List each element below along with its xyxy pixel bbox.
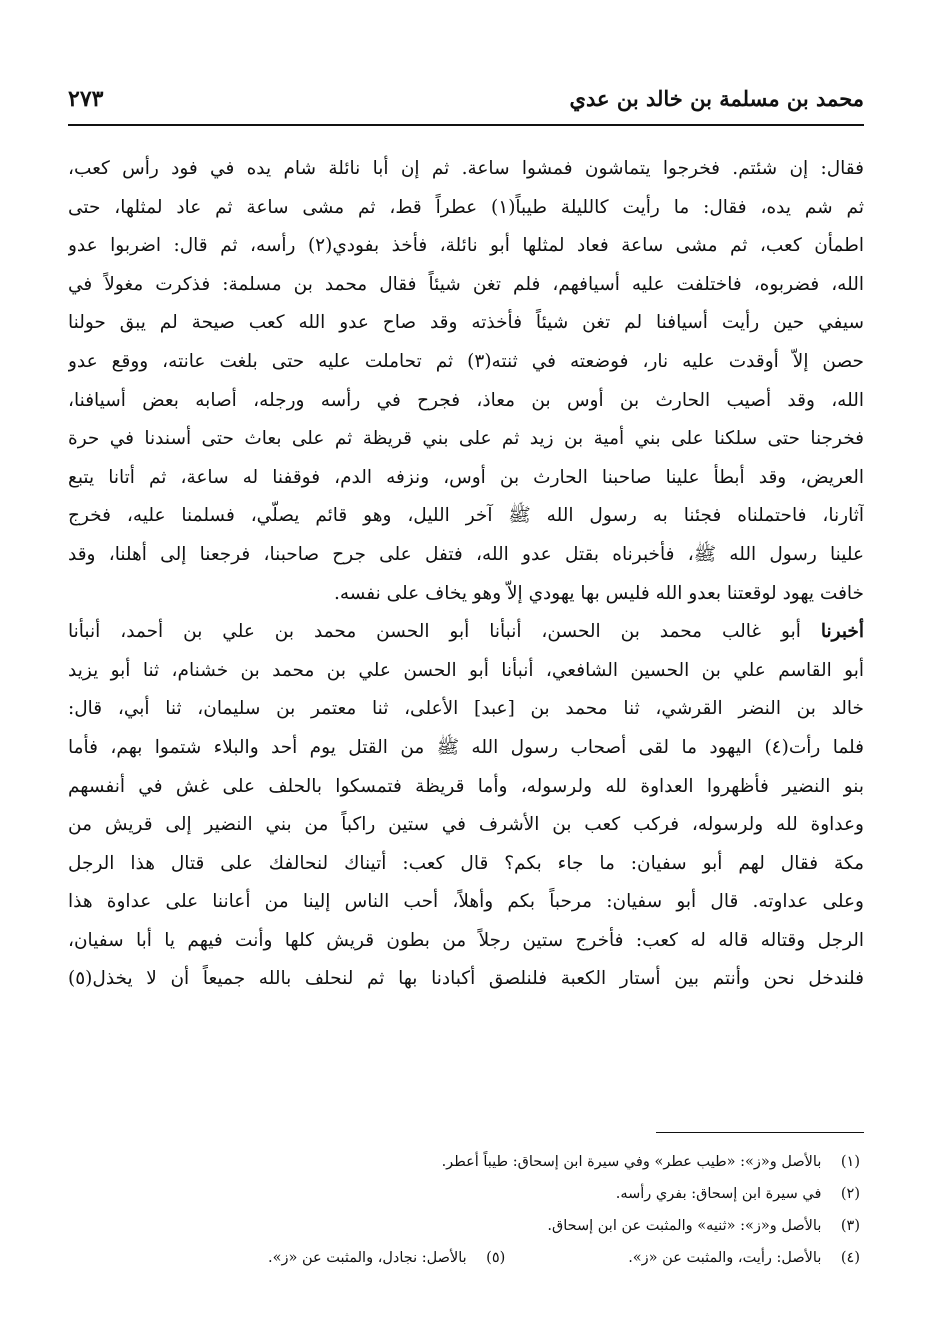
text-line: الله، وقد أصيب الحارث بن أوس بن معاذ، فجرح في رأسه ورجله، أصابه بعض أسيافنا، (68, 389, 864, 411)
text-line: فقال: إن شئتم. فخرجوا يتماشون فمشوا ساعة. ثم إن أبا نائلة شام يده في فود رأس كعب، (68, 158, 864, 179)
text-line: آثارنا، فاحتملناه فجئنا به رسول الله ﷺ آخر الليل، وهو قائم يصلّي، فسلمنا عليه، فخرج (68, 505, 864, 527)
text-line: ثم شم يده، فقال: ما رأيت كالليلة طيباً(١) عطراً قط، ثم مشى ساعة ثم عاد لمثلها، حتى (68, 196, 864, 218)
main-text (68, 150, 864, 999)
text-line: خالد بن النضر القرشي، ثنا محمد بن [عبد] الأعلى، ثنا معتمر بن سليمان، ثنا أبي، قال: (68, 698, 864, 720)
footnote (68, 1146, 864, 1178)
text-line: وعلى عداوته. قال أبو سفيان: مرحباً بكم وأهلاً، أحب الناس إلينا من أعاننا على عداوة هذا (68, 891, 864, 913)
footnote-number: (٣) (840, 1218, 860, 1234)
running-title: محمد بن مسلمة بن خالد بن عدي (569, 86, 864, 111)
footnote (268, 1242, 505, 1274)
footnote-number: (١) (840, 1154, 860, 1170)
text-line: العريض، وقد أبطأ علينا صاحبنا الحارث بن أوس، ونزفه الدم، فوقفنا له ساعة، ثم أتانا يتبع (68, 466, 864, 488)
footnote-text: بالأصل: رأيت، والمثبت عن «ز». (628, 1250, 822, 1266)
paragraph-lead-word: أخبرنا (820, 621, 864, 643)
footnote-number: (٥) (486, 1250, 506, 1266)
text-line: الله، فضربوه، فاختلفت عليه أسيافهم، فلم تغن شيئاً فقال محمد بن مسلمة: فذكرت مغولاً في (68, 273, 864, 295)
footnotes (68, 1146, 864, 1274)
text-line: فلندخل نحن وأنتم بين أستار الكعبة فلنلصق أكبادنا بها ثم لنحلف بالله جميعاً أن لا يخذل(٥) (68, 968, 864, 990)
text-line: وعداوة لله ولرسوله، فركب كعب بن الأشرف في ستين راكباً من بني النضير إلى قريش من (68, 814, 864, 836)
footnote (68, 1210, 864, 1242)
footnote-rule (656, 1132, 864, 1133)
footnote-number: (٢) (840, 1186, 860, 1202)
text-line: علينا رسول الله ﷺ، فأخبرناه بقتل عدو الله، فتفل على جرح صاحبنا، فرجعنا إلى أهلنا، وقد (68, 543, 864, 565)
footnote (68, 1178, 864, 1210)
text-line: مكة فقال لهم أبو سفيان: ما جاء بكم؟ قال كعب: أتيناك لنحالفك على قتال هذا الرجل (68, 852, 864, 874)
paragraph-opening-line (68, 613, 864, 652)
running-header (68, 86, 864, 120)
text-line: سيفي حين رأيت أسيافنا لم تغن شيئاً فأخذته وقد صاح عدو الله كعب صيحة لم يبق حولنا (68, 312, 864, 334)
text-line: أبو القاسم علي بن الحسين الشافعي، أنبأنا أبو الحسن علي بن محمد بن خشنام، ثنا أبو يزيد (68, 659, 864, 681)
header-rule (68, 124, 864, 126)
paragraph-opening-text: أبو غالب محمد بن الحسن، أنبأنا أبو الحسن محمد بن علي بن أحمد، أنبأنا (68, 621, 821, 643)
text-line: فلما رأت(٤) اليهود ما لقى أصحاب رسول الله ﷺ من القتل يوم أحد والبلاء شتموا بهم، فأما (68, 736, 864, 758)
text-line: الرجل وقتاله قاله له كعب: فأخرج ستين رجلاً من بطون قريش كلها وأنت فيهم يا أبا سفيان، (68, 929, 864, 951)
footnote (628, 1242, 860, 1274)
footnote-text: بالأصل و«ز»: «ثنيه» والمثبت عن ابن إسحاق. (547, 1218, 822, 1234)
footnote-number: (٤) (840, 1250, 860, 1266)
text-line: بنو النضير فأظهروا العداوة لله ولرسوله، وأما قريظة فتمسكوا بالحلف على غش في أنفسهم (68, 775, 864, 797)
text-line: اطمأن كعب، ثم مشى ساعة فعاد لمثلها أبو نائلة، فأخذ بفودي(٢) رأسه، ثم قال: اضربوا عدو (68, 235, 864, 257)
footnote-text: في سيرة ابن إسحاق: بفري رأسه. (615, 1186, 822, 1202)
footnote-row (68, 1242, 864, 1274)
page-number: ٢٧٣ (68, 86, 104, 112)
text-line: فخرجنا حتى سلكنا على بني أمية بن زيد ثم على بني قريظة ثم على بعاث حتى أسندنا في حرة (68, 428, 864, 450)
footnote-text: بالأصل و«ز»: «طيب عطر» وفي سيرة ابن إسحاق: طيباً أعطر. (441, 1154, 822, 1170)
text-line: حصن إلاّ أوقدت عليه نار، فوضعته في ثنته(٣) ثم تحاملت عليه حتى بلغت عانته، ووقع عدو (68, 350, 864, 372)
text-line: خافت يهود لوقعتنا بعدو الله فليس بها يهودي إلاّ وهو يخاف على نفسه. (333, 582, 864, 604)
footnote-text: بالأصل: نجادل، والمثبت عن «ز». (268, 1250, 467, 1266)
